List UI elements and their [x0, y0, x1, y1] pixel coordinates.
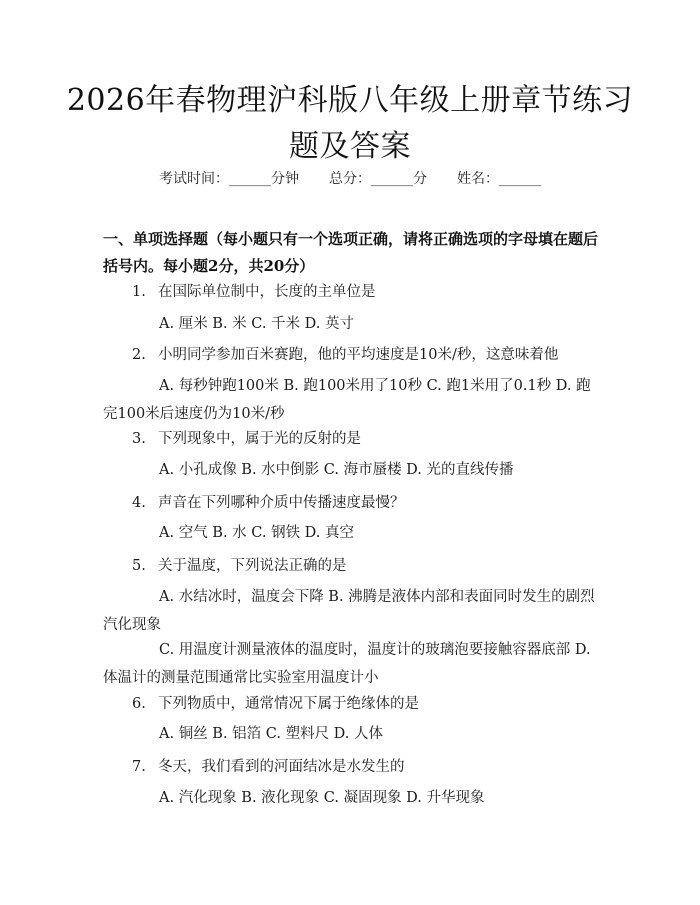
- question-text: 冬天，我们看到的河面结冰是水发生的: [158, 759, 405, 775]
- question-text: 下列现象中，属于光的反射的是: [158, 431, 361, 447]
- exam-time: 考试时间：______分钟: [159, 171, 299, 187]
- question-number: 4.: [132, 495, 146, 511]
- question-text: 声音在下列哪种介质中传播速度最慢？: [158, 495, 405, 511]
- question-text: 关于温度，下列说法正确的是: [158, 558, 347, 574]
- page-title: 2026年春物理沪科版八年级上册章节练习题及答案: [66, 83, 634, 164]
- question-stem: [132, 492, 405, 514]
- question-stem: [132, 693, 419, 715]
- exam-score: 总分：______分: [329, 171, 427, 187]
- question-options: A. 厘米 B. 米 C. 千米 D. 英寸: [159, 316, 355, 332]
- question-text: 在国际单位制中，长度的主单位是: [158, 284, 376, 300]
- question-stem: [132, 756, 405, 778]
- question-stem: [132, 555, 347, 577]
- question-options: A. 每秒钟跑100米 B. 跑100米用了10秒 C. 跑1米用了0.1秒 D. 跑完100米后速度仍为10米/秒: [103, 378, 591, 422]
- question-number: 6.: [132, 696, 146, 712]
- question-number: 2.: [132, 347, 146, 363]
- question-stem: [132, 428, 361, 450]
- question-number: 5.: [132, 558, 146, 574]
- exam-meta: [0, 168, 700, 188]
- question-number: 3.: [132, 431, 146, 447]
- question-options: C. 用温度计测量液体的温度时，温度计的玻璃泡要接触容器底部 D. 体温计的测量范围通常比实验室用温度计小: [103, 642, 591, 686]
- question-text: 小明同学参加百米赛跑，他的平均速度是10米/秒，这意味着他: [158, 347, 559, 363]
- question-options: A. 小孔成像 B. 水中倒影 C. 海市蜃楼 D. 光的直线传播: [159, 462, 514, 478]
- question-options: A. 空气 B. 水 C. 钢铁 D. 真空: [159, 525, 355, 541]
- question-stem: [132, 281, 376, 303]
- question-number: 1.: [132, 284, 146, 300]
- exam-name: 姓名：______: [457, 171, 541, 187]
- question-number: 7.: [132, 759, 146, 775]
- question-options: A. 汽化现象 B. 液化现象 C. 凝固现象 D. 升华现象: [159, 790, 485, 806]
- question-options: A. 水结冰时，温度会下降 B. 沸腾是液体内部和表面同时发生的剧烈汽化现象: [103, 589, 595, 633]
- question-options: A. 铜丝 B. 铝箔 C. 塑料尺 D. 人体: [159, 726, 384, 742]
- section-heading: 一、单项选择题（每小题只有一个选项正确，请将正确选项的字母填在题后括号内。每小题2分，共20分）: [103, 230, 599, 275]
- question-text: 下列物质中，通常情况下属于绝缘体的是: [158, 696, 419, 712]
- question-stem: [132, 344, 558, 366]
